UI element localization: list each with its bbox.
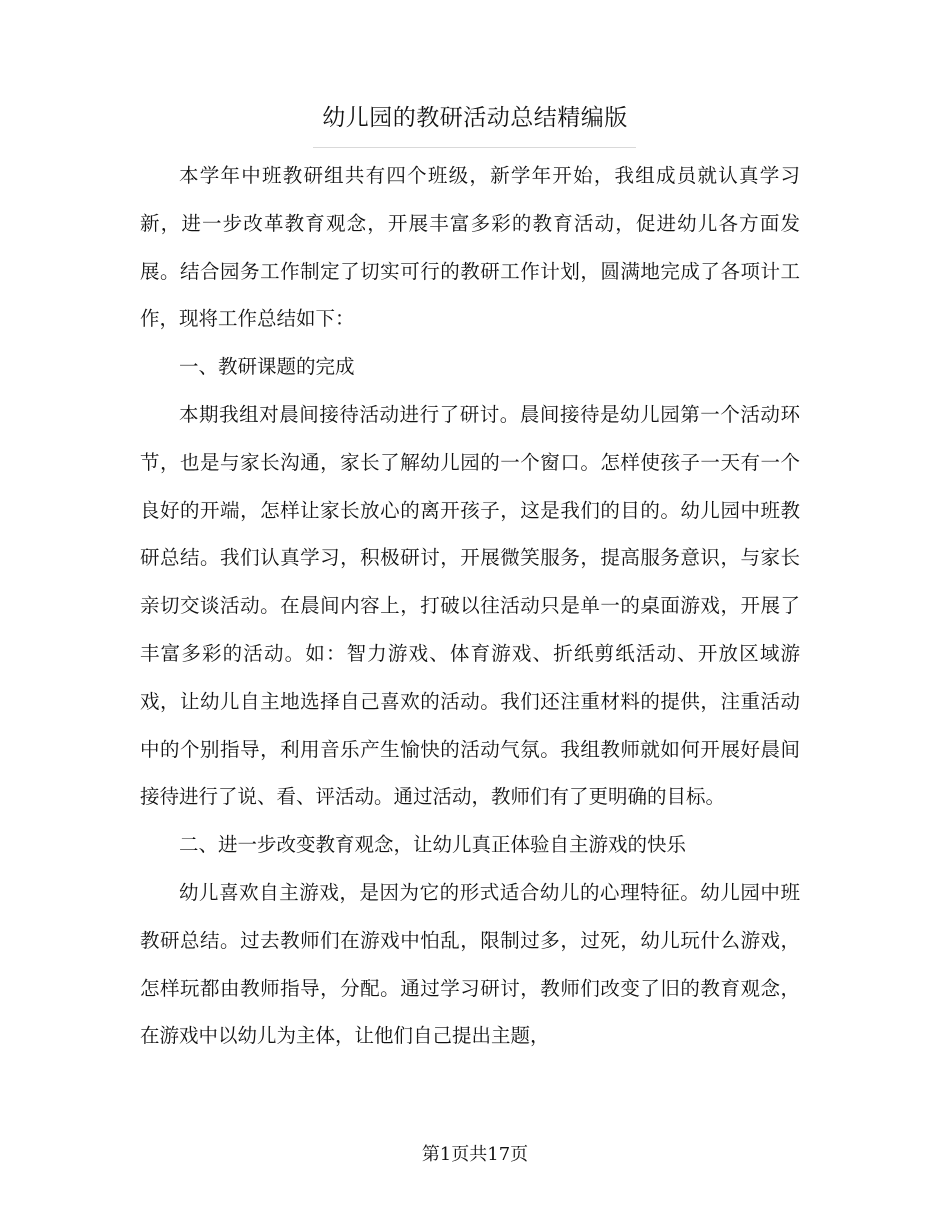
title-divider — [313, 147, 636, 148]
section-heading-2: 二、进一步改变教育观念，让幼儿真正体验自主游戏的快乐 — [179, 833, 687, 857]
document-body — [140, 152, 800, 1060]
paragraph-section-2: 幼儿喜欢自主游戏，是因为它的形式适合幼儿的心理特征。幼儿园中班教研总结。过去教师们在游戏中怕乱，限制过多，过死，幼儿玩什么游戏，怎样玩都由教师指导，分配。通过学习研讨，教师们改变了旧的教育观念，在游戏中以幼儿为主体，让他们自己提出主题， — [140, 880, 800, 1048]
document-title: 幼儿园的教研活动总结精编版 — [322, 105, 628, 131]
paragraph-intro: 本学年中班教研组共有四个班级，新学年开始，我组成员就认真学习新，进一步改革教育观念，开展丰富多彩的教育活动，促进幼儿各方面发展。结合园务工作制定了切实可行的教研工作计划，圆满地完成了各项计工作，现将工作总结如下： — [140, 164, 800, 331]
page-number-footer: 第1页共17页 — [421, 1144, 529, 1165]
paragraph-section-1: 本期我组对晨间接待活动进行了研讨。晨间接待是幼儿园第一个活动环节，也是与家长沟通，家长了解幼儿园的一个窗口。怎样使孩子一天有一个良好的开端，怎样让家长放心的离开孩子，这是我们的目的。幼儿园中班教研总结。我们认真学习，积极研讨，开展微笑服务，提高服务意识，与家长亲切交谈活动。在晨间内容上，打破以往活动只是单一的桌面游戏，开展了丰富多彩的活动。如：智力游戏、体育游戏、折纸剪纸活动、开放区域游戏，让幼儿自主地选择自己喜欢的活动。我们还注重材料的提供，注重活动中的个别指导，利用音乐产生愉快的活动气氛。我组教师就如何开展好晨间接待进行了说、看、评活动。通过活动，教师们有了更明确的目标。 — [140, 402, 800, 809]
section-heading-1: 一、教研课题的完成 — [179, 355, 355, 379]
